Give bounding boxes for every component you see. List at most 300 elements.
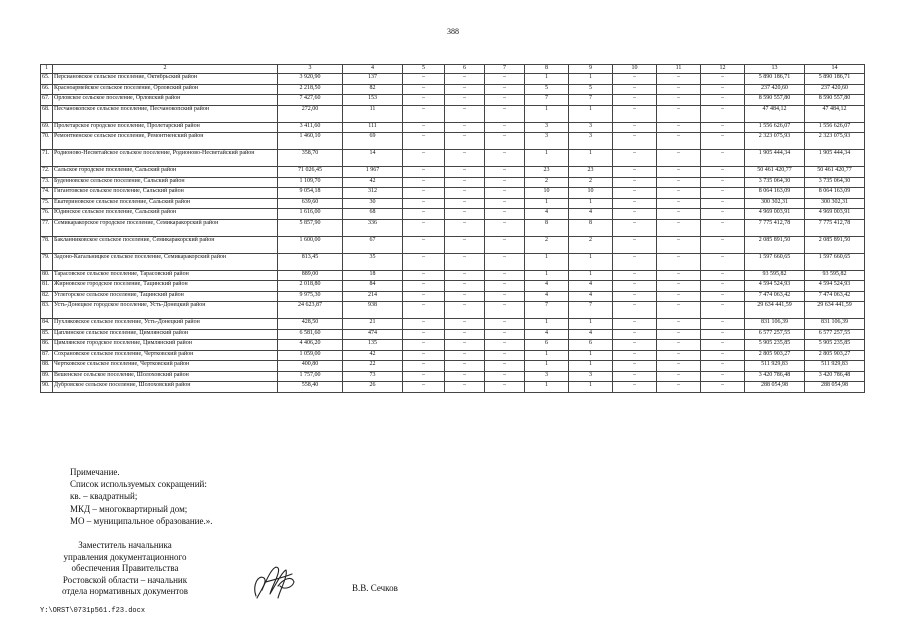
value-cell: – [403, 95, 445, 106]
value-cell: 93 595,82 [745, 270, 805, 281]
column-header: 7 [485, 65, 525, 74]
value-cell: 237 420,60 [745, 84, 805, 95]
value-cell: – [701, 219, 745, 236]
value-cell: 7 775 412,78 [805, 219, 865, 236]
value-cell: – [445, 319, 485, 330]
value-cell: – [485, 74, 525, 85]
municipality-name-cell: Родионово-Несветайское сельское поселение, Родионово-Несветайский район [53, 150, 278, 167]
value-cell: 511 929,83 [745, 361, 805, 372]
value-cell: 1 [525, 350, 569, 361]
value-cell: 68 [343, 209, 403, 220]
value-cell: – [445, 371, 485, 382]
value-cell: 1 [569, 253, 613, 270]
municipality-name-cell: Буденновское сельское поселение, Сальский район [53, 177, 278, 188]
value-cell: 1 [569, 319, 613, 330]
municipality-name-cell: Красноармейское сельское поселение, Орловский район [53, 84, 278, 95]
value-cell: – [613, 133, 657, 150]
value-cell: – [701, 253, 745, 270]
table-body [41, 74, 865, 393]
value-cell: – [403, 302, 445, 319]
value-cell: – [657, 209, 701, 220]
value-cell: – [613, 122, 657, 133]
value-cell: – [485, 84, 525, 95]
municipality-name-cell: Усть-Донецкое городское поселение, Усть-Донецкий район [53, 302, 278, 319]
value-cell: – [445, 198, 485, 209]
value-cell: 3 920,90 [278, 74, 343, 85]
value-cell: 1 [525, 198, 569, 209]
value-cell: 1 905 444,34 [805, 150, 865, 167]
value-cell: 67 [343, 236, 403, 253]
value-cell: 47 484,12 [805, 105, 865, 122]
row-number-cell: 88. [41, 361, 53, 372]
value-cell: 7 [569, 302, 613, 319]
value-cell: 3 411,60 [278, 122, 343, 133]
value-cell: 71 026,45 [278, 167, 343, 178]
signer-title-line: отдела нормативных документов [62, 586, 188, 596]
value-cell: 47 484,12 [745, 105, 805, 122]
value-cell: – [657, 340, 701, 351]
value-cell: – [403, 177, 445, 188]
value-cell: – [701, 236, 745, 253]
value-cell: 1 [569, 198, 613, 209]
table-row [41, 219, 865, 236]
value-cell: – [403, 340, 445, 351]
value-cell: – [485, 209, 525, 220]
value-cell: – [657, 350, 701, 361]
value-cell: 1 [525, 319, 569, 330]
value-cell: – [657, 150, 701, 167]
value-cell: 7 474 063,42 [745, 291, 805, 302]
value-cell: – [445, 219, 485, 236]
value-cell: – [485, 382, 525, 393]
value-cell: – [701, 74, 745, 85]
notes-heading: Примечание. [70, 467, 120, 477]
municipality-name-cell: Вешенское сельское поселение, Шолоховский район [53, 371, 278, 382]
value-cell: 237 420,60 [805, 84, 865, 95]
table-row [41, 209, 865, 220]
column-header: 9 [569, 65, 613, 74]
municipality-name-cell: Тарасовское сельское поселение, Тарасовский район [53, 270, 278, 281]
value-cell: 1 460,10 [278, 133, 343, 150]
value-cell: – [485, 371, 525, 382]
value-cell: 2 [569, 177, 613, 188]
value-cell: – [701, 340, 745, 351]
value-cell: 4 969 003,91 [805, 209, 865, 220]
value-cell: – [701, 188, 745, 199]
value-cell: 1 600,00 [278, 236, 343, 253]
value-cell: – [403, 371, 445, 382]
column-header: 10 [613, 65, 657, 74]
municipality-name-cell: Семикаракорское городское поселение, Семикаракорский район [53, 219, 278, 236]
value-cell: 5 905 235,85 [805, 340, 865, 351]
value-cell: – [657, 382, 701, 393]
value-cell: 3 [525, 122, 569, 133]
value-cell: – [701, 270, 745, 281]
value-cell: – [613, 253, 657, 270]
value-cell: 3 420 786,48 [805, 371, 865, 382]
municipality-name-cell: Цимлянское городское поселение, Цимлянский район [53, 340, 278, 351]
signer-title-line: управления документационного [63, 551, 187, 562]
value-cell: 29 634 441,59 [745, 302, 805, 319]
value-cell: 2 323 075,93 [745, 133, 805, 150]
value-cell: 8 064 163,09 [745, 188, 805, 199]
value-cell: 8 [525, 219, 569, 236]
row-number-cell: 75. [41, 198, 53, 209]
value-cell: 21 [343, 319, 403, 330]
column-header: 12 [701, 65, 745, 74]
value-cell: – [485, 329, 525, 340]
value-cell: 42 [343, 350, 403, 361]
value-cell: – [613, 84, 657, 95]
value-cell: – [485, 340, 525, 351]
value-cell: 2 805 903,27 [745, 350, 805, 361]
value-cell: – [403, 350, 445, 361]
value-cell: – [657, 74, 701, 85]
value-cell: – [657, 253, 701, 270]
value-cell: – [613, 291, 657, 302]
value-cell: 23 [569, 167, 613, 178]
column-header: 3 [278, 65, 343, 74]
value-cell: 1 059,00 [278, 350, 343, 361]
value-cell: 5 [525, 84, 569, 95]
value-cell: – [445, 188, 485, 199]
value-cell: 1 [525, 105, 569, 122]
municipality-name-cell: Пухляковское сельское поселение, Усть-Донецкий район [53, 319, 278, 330]
value-cell: – [613, 74, 657, 85]
table-row [41, 84, 865, 95]
table-row [41, 95, 865, 106]
value-cell: 14 [343, 150, 403, 167]
value-cell: 2 085 891,50 [745, 236, 805, 253]
table-row [41, 371, 865, 382]
value-cell: – [657, 188, 701, 199]
value-cell: 558,40 [278, 382, 343, 393]
value-cell: – [445, 236, 485, 253]
value-cell: 1 905 444,34 [745, 150, 805, 167]
value-cell: – [445, 302, 485, 319]
signer-title-line: обеспечения Правительства [71, 563, 179, 573]
value-cell: 358,70 [278, 150, 343, 167]
value-cell: 889,00 [278, 270, 343, 281]
value-cell: 2 323 075,93 [805, 133, 865, 150]
value-cell: – [701, 177, 745, 188]
table-row [41, 350, 865, 361]
value-cell: – [701, 198, 745, 209]
value-cell: – [701, 122, 745, 133]
value-cell: 7 [569, 95, 613, 106]
value-cell: – [701, 150, 745, 167]
value-cell: – [657, 361, 701, 372]
table-header-row [41, 65, 865, 74]
value-cell: 2 018,80 [278, 281, 343, 292]
value-cell: – [485, 281, 525, 292]
abbreviation-item: МО – муниципальное образование.». [70, 515, 213, 526]
column-header: 13 [745, 65, 805, 74]
column-header: 1 [41, 65, 53, 74]
abbreviations-title: Список используемых сокращений: [70, 479, 207, 490]
value-cell: – [701, 361, 745, 372]
value-cell: – [485, 133, 525, 150]
value-cell: – [613, 177, 657, 188]
value-cell: 288 054,98 [745, 382, 805, 393]
municipality-name-cell: Сохрановское сельское поселение, Чертковский район [53, 350, 278, 361]
value-cell: 3 [525, 371, 569, 382]
value-cell: 3 [525, 133, 569, 150]
value-cell: 312 [343, 188, 403, 199]
column-header: 4 [343, 65, 403, 74]
value-cell: 3 735 064,30 [745, 177, 805, 188]
value-cell: – [403, 319, 445, 330]
value-cell: – [657, 302, 701, 319]
value-cell: 1 [525, 361, 569, 372]
value-cell: – [403, 150, 445, 167]
value-cell: 400,80 [278, 361, 343, 372]
table-row [41, 319, 865, 330]
value-cell: 6 [569, 340, 613, 351]
value-cell: 1 967 [343, 167, 403, 178]
value-cell: 1 597 660,65 [745, 253, 805, 270]
value-cell: – [403, 167, 445, 178]
value-cell: – [445, 133, 485, 150]
value-cell: – [445, 167, 485, 178]
value-cell: – [657, 95, 701, 106]
table-row [41, 382, 865, 393]
value-cell: 1 [569, 105, 613, 122]
value-cell: 300 302,31 [805, 198, 865, 209]
value-cell: – [485, 291, 525, 302]
value-cell: – [657, 198, 701, 209]
value-cell: – [445, 122, 485, 133]
column-header: 8 [525, 65, 569, 74]
value-cell: – [613, 302, 657, 319]
municipality-name-cell: Пролетарское городское поселение, Пролетарский район [53, 122, 278, 133]
value-cell: – [445, 177, 485, 188]
row-number-cell: 68. [41, 105, 53, 122]
value-cell: – [445, 105, 485, 122]
value-cell: – [701, 302, 745, 319]
value-cell: – [485, 105, 525, 122]
value-cell: 1 [569, 270, 613, 281]
value-cell: – [613, 340, 657, 351]
value-cell: – [613, 382, 657, 393]
row-number-cell: 82. [41, 291, 53, 302]
value-cell: – [485, 361, 525, 372]
value-cell: – [445, 74, 485, 85]
value-cell: – [701, 291, 745, 302]
value-cell: 8 [569, 219, 613, 236]
value-cell: 8 590 557,80 [805, 95, 865, 106]
value-cell: – [485, 167, 525, 178]
value-cell: – [445, 361, 485, 372]
value-cell: – [485, 236, 525, 253]
value-cell: 1 [569, 150, 613, 167]
value-cell: – [657, 122, 701, 133]
value-cell: – [701, 84, 745, 95]
value-cell: – [403, 382, 445, 393]
value-cell: 153 [343, 95, 403, 106]
value-cell: – [403, 105, 445, 122]
value-cell: 511 929,83 [805, 361, 865, 372]
value-cell: 35 [343, 253, 403, 270]
row-number-cell: 81. [41, 281, 53, 292]
value-cell: 69 [343, 133, 403, 150]
value-cell: 2 [525, 177, 569, 188]
value-cell: – [657, 291, 701, 302]
value-cell: 831 106,39 [805, 319, 865, 330]
municipality-name-cell: Орловское сельское поселение, Орловский район [53, 95, 278, 106]
column-header: 11 [657, 65, 701, 74]
value-cell: 300 302,31 [745, 198, 805, 209]
row-number-cell: 69. [41, 122, 53, 133]
table-row [41, 329, 865, 340]
value-cell: – [613, 281, 657, 292]
value-cell: – [701, 105, 745, 122]
value-cell: 5 [569, 84, 613, 95]
signer-name: В.В. Сечков [352, 583, 398, 593]
value-cell: 1 [525, 74, 569, 85]
value-cell: 272,00 [278, 105, 343, 122]
value-cell: – [657, 177, 701, 188]
value-cell: – [657, 236, 701, 253]
value-cell: 428,50 [278, 319, 343, 330]
value-cell: 135 [343, 340, 403, 351]
value-cell: – [403, 209, 445, 220]
value-cell: – [485, 253, 525, 270]
row-number-cell: 87. [41, 350, 53, 361]
value-cell: – [445, 253, 485, 270]
value-cell: – [613, 167, 657, 178]
value-cell: 1 [525, 270, 569, 281]
value-cell: – [445, 291, 485, 302]
value-cell: – [613, 150, 657, 167]
value-cell: – [701, 382, 745, 393]
value-cell: 1 [569, 350, 613, 361]
value-cell: – [445, 84, 485, 95]
value-cell: – [485, 150, 525, 167]
value-cell: – [403, 329, 445, 340]
value-cell: 5 890 186,71 [745, 74, 805, 85]
table-row [41, 177, 865, 188]
table-row [41, 281, 865, 292]
municipality-name-cell: Жирновское городское поселение, Тацинский район [53, 281, 278, 292]
value-cell: 11 [343, 105, 403, 122]
value-cell: – [657, 281, 701, 292]
value-cell: – [613, 209, 657, 220]
value-cell: 214 [343, 291, 403, 302]
table-row [41, 74, 865, 85]
value-cell: – [485, 319, 525, 330]
value-cell: 10 [525, 188, 569, 199]
value-cell: 24 623,87 [278, 302, 343, 319]
value-cell: – [657, 371, 701, 382]
municipality-name-cell: Цаплинское сельское поселение, Цимлянский район [53, 329, 278, 340]
value-cell: – [403, 219, 445, 236]
municipality-name-cell: Чертковское сельское поселение, Чертковский район [53, 361, 278, 372]
row-number-cell: 78. [41, 236, 53, 253]
value-cell: 2 [569, 236, 613, 253]
value-cell: – [701, 209, 745, 220]
value-cell: 1 [525, 150, 569, 167]
table-row [41, 133, 865, 150]
value-cell: – [613, 270, 657, 281]
value-cell: 10 [569, 188, 613, 199]
value-cell: – [445, 150, 485, 167]
row-number-cell: 74. [41, 188, 53, 199]
municipality-name-cell: Гигантовское сельское поселение, Сальский район [53, 188, 278, 199]
value-cell: – [613, 350, 657, 361]
municipality-name-cell: Сальское городское поселение, Сальский район [53, 167, 278, 178]
value-cell: – [403, 361, 445, 372]
value-cell: 9 975,30 [278, 291, 343, 302]
value-cell: 474 [343, 329, 403, 340]
value-cell: 4 [569, 209, 613, 220]
value-cell: – [657, 84, 701, 95]
value-cell: 7 775 412,78 [745, 219, 805, 236]
table-row [41, 291, 865, 302]
table-row [41, 188, 865, 199]
value-cell: 6 [525, 340, 569, 351]
value-cell: 29 634 441,59 [805, 302, 865, 319]
value-cell: – [445, 209, 485, 220]
value-cell: 3 [569, 133, 613, 150]
value-cell: 5 857,90 [278, 219, 343, 236]
table-row [41, 167, 865, 178]
value-cell: 4 406,20 [278, 340, 343, 351]
value-cell: 111 [343, 122, 403, 133]
value-cell: – [403, 122, 445, 133]
value-cell: – [613, 105, 657, 122]
row-number-cell: 83. [41, 302, 53, 319]
value-cell: – [613, 319, 657, 330]
municipality-name-cell: Задоно-Кагальницкое сельское поселение, Семикаракорский район [53, 253, 278, 270]
value-cell: – [403, 253, 445, 270]
value-cell: 4 [569, 281, 613, 292]
row-number-cell: 90. [41, 382, 53, 393]
value-cell: – [485, 350, 525, 361]
value-cell: – [403, 281, 445, 292]
value-cell: – [701, 281, 745, 292]
value-cell: 4 [525, 291, 569, 302]
value-cell: 3 [569, 371, 613, 382]
value-cell: 1 [569, 361, 613, 372]
abbreviation-item: кв. – квадратный; [70, 491, 138, 502]
value-cell: – [485, 302, 525, 319]
value-cell: 3 420 786,48 [745, 371, 805, 382]
value-cell: 82 [343, 84, 403, 95]
value-cell: – [485, 188, 525, 199]
value-cell: 4 [569, 329, 613, 340]
municipality-name-cell: Екатериновское сельское поселение, Сальский район [53, 198, 278, 209]
value-cell: 1 556 626,07 [805, 122, 865, 133]
value-cell: 1 757,00 [278, 371, 343, 382]
row-number-cell: 70. [41, 133, 53, 150]
value-cell: – [657, 329, 701, 340]
value-cell: – [403, 133, 445, 150]
value-cell: 2 218,50 [278, 84, 343, 95]
value-cell: – [445, 329, 485, 340]
value-cell: 50 461 420,77 [805, 167, 865, 178]
value-cell: – [403, 198, 445, 209]
value-cell: – [657, 133, 701, 150]
row-number-cell: 89. [41, 371, 53, 382]
value-cell: – [613, 95, 657, 106]
value-cell: – [613, 329, 657, 340]
municipality-name-cell: Углегорское сельское поселение, Тацинский район [53, 291, 278, 302]
value-cell: 2 [525, 236, 569, 253]
value-cell: 6 581,60 [278, 329, 343, 340]
value-cell: 93 595,82 [805, 270, 865, 281]
municipality-name-cell: Персиановское сельское поселение, Октябрьский район [53, 74, 278, 85]
